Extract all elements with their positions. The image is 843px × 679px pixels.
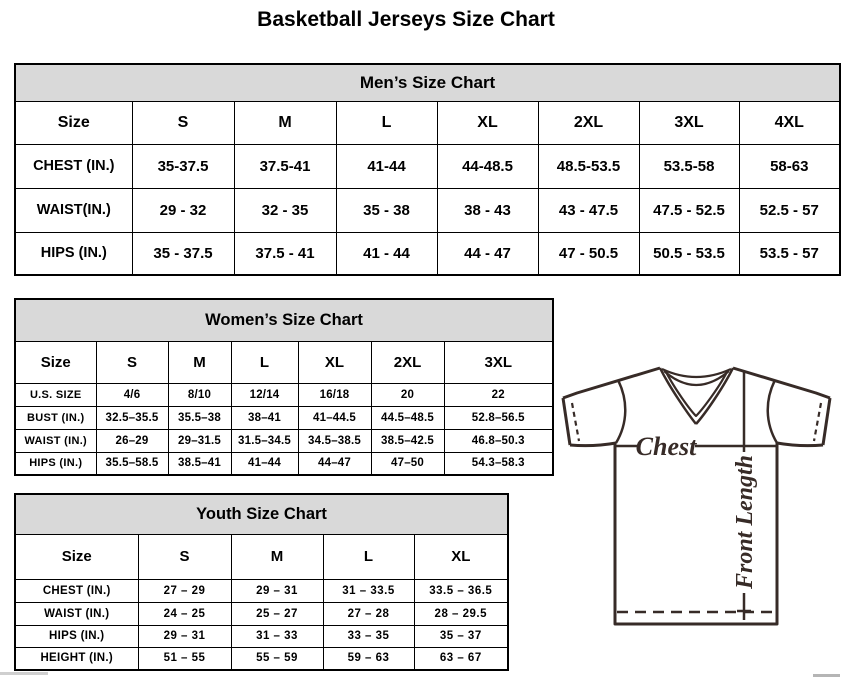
- mens-col-header: M: [234, 101, 336, 144]
- chest-label: Chest: [635, 432, 697, 461]
- mens-size-table: [14, 63, 841, 276]
- youth-cell: 27 – 28: [323, 602, 414, 625]
- womens-cell: 31.5–34.5: [231, 429, 298, 452]
- womens-cell: 29–31.5: [168, 429, 231, 452]
- table-row: [15, 647, 508, 670]
- womens-cell: 38–41: [231, 406, 298, 429]
- front-length-label: Front Length: [732, 454, 758, 590]
- youth-cell: 33 – 35: [323, 625, 414, 647]
- mens-col-header: 3XL: [639, 101, 739, 144]
- womens-cell: 35.5–38: [168, 406, 231, 429]
- womens-cell: 12/14: [231, 383, 298, 406]
- mens-col-header: 2XL: [538, 101, 639, 144]
- mens-cell: 53.5 - 57: [739, 232, 840, 275]
- womens-cell: 32.5–35.5: [96, 406, 168, 429]
- youth-cell: 59 – 63: [323, 647, 414, 670]
- youth-cell: 25 – 27: [231, 602, 323, 625]
- mens-cell: 43 - 47.5: [538, 188, 639, 232]
- jersey-armhole-seam: [616, 380, 625, 443]
- youth-cell: 33.5 – 36.5: [414, 579, 508, 602]
- womens-cell: 38.5–42.5: [371, 429, 444, 452]
- mens-col-header: S: [132, 101, 234, 144]
- youth-cell: 29 – 31: [231, 579, 323, 602]
- table-row: [15, 602, 508, 625]
- womens-col-header: 3XL: [444, 341, 553, 383]
- womens-cell: 46.8–50.3: [444, 429, 553, 452]
- jersey-collar: [662, 369, 731, 377]
- mens-cell: 38 - 43: [437, 188, 538, 232]
- youth-cell: 51 – 55: [138, 647, 231, 670]
- womens-cell: 47–50: [371, 452, 444, 475]
- womens-col-header: Size: [15, 341, 96, 383]
- mens-cell: 35-37.5: [132, 144, 234, 188]
- youth-cell: 31 – 33.5: [323, 579, 414, 602]
- youth-row-label: CHEST (IN.): [15, 579, 138, 602]
- jersey-armhole-seam: [768, 380, 777, 443]
- womens-cell: 41–44.5: [298, 406, 371, 429]
- mens-cell: 35 - 38: [336, 188, 437, 232]
- youth-cell: 28 – 29.5: [414, 602, 508, 625]
- womens-cell: 44–47: [298, 452, 371, 475]
- womens-cell: 44.5–48.5: [371, 406, 444, 429]
- mens-cell: 58-63: [739, 144, 840, 188]
- mens-col-header: XL: [437, 101, 538, 144]
- womens-cell: 8/10: [168, 383, 231, 406]
- table-row: [15, 625, 508, 647]
- mens-cell: 41-44: [336, 144, 437, 188]
- horizontal-scrollbar-fragment-left[interactable]: [0, 672, 48, 675]
- page-title: Basketball Jerseys Size Chart: [257, 8, 555, 31]
- womens-cell: 26–29: [96, 429, 168, 452]
- youth-cell: 31 – 33: [231, 625, 323, 647]
- mens-row-label: HIPS (IN.): [15, 232, 132, 275]
- womens-cell: 16/18: [298, 383, 371, 406]
- mens-row-label: WAIST(IN.): [15, 188, 132, 232]
- youth-chart-title: Youth Size Chart: [15, 494, 508, 534]
- mens-cell: 44 - 47: [437, 232, 538, 275]
- youth-cell: 24 – 25: [138, 602, 231, 625]
- jersey-outline: [777, 443, 823, 446]
- womens-cell: 20: [371, 383, 444, 406]
- jersey-outline: [563, 368, 660, 398]
- youth-cell: 27 – 29: [138, 579, 231, 602]
- womens-cell: 41–44: [231, 452, 298, 475]
- womens-cell: 34.5–38.5: [298, 429, 371, 452]
- table-row: [15, 188, 840, 232]
- youth-cell: 35 – 37: [414, 625, 508, 647]
- jersey-diagram: [553, 362, 835, 664]
- horizontal-scrollbar-fragment-right[interactable]: [813, 674, 840, 677]
- womens-cell: 54.3–58.3: [444, 452, 553, 475]
- mens-cell: 37.5 - 41: [234, 232, 336, 275]
- mens-cell: 47 - 50.5: [538, 232, 639, 275]
- womens-row-label: WAIST (IN.): [15, 429, 96, 452]
- mens-col-header: L: [336, 101, 437, 144]
- jersey-outline: [733, 368, 830, 398]
- table-row: [15, 232, 840, 275]
- table-row: [15, 579, 508, 602]
- mens-cell: 53.5-58: [639, 144, 739, 188]
- mens-row-label: CHEST (IN.): [15, 144, 132, 188]
- youth-col-header: L: [323, 534, 414, 579]
- womens-col-header: M: [168, 341, 231, 383]
- mens-cell: 52.5 - 57: [739, 188, 840, 232]
- youth-cell: 63 – 67: [414, 647, 508, 670]
- womens-col-header: 2XL: [371, 341, 444, 383]
- mens-cell: 32 - 35: [234, 188, 336, 232]
- cuff-stitch-dashed-line: [572, 403, 579, 441]
- womens-chart-title: Women’s Size Chart: [15, 299, 553, 341]
- mens-cell: 47.5 - 52.5: [639, 188, 739, 232]
- jersey-outline: [570, 443, 616, 446]
- table-row: [15, 383, 553, 406]
- jersey-outline: [563, 398, 570, 445]
- table-row: [15, 406, 553, 429]
- womens-cell: 4/6: [96, 383, 168, 406]
- mens-chart-title: Men’s Size Chart: [15, 64, 840, 101]
- womens-cell: 22: [444, 383, 553, 406]
- mens-cell: 37.5-41: [234, 144, 336, 188]
- womens-cell: 52.8–56.5: [444, 406, 553, 429]
- womens-row-label: U.S. SIZE: [15, 383, 96, 406]
- table-row: [15, 429, 553, 452]
- womens-cell: 35.5–58.5: [96, 452, 168, 475]
- womens-col-header: L: [231, 341, 298, 383]
- cuff-stitch-dashed-line: [814, 403, 821, 441]
- womens-cell: 38.5–41: [168, 452, 231, 475]
- mens-col-header: 4XL: [739, 101, 840, 144]
- womens-col-header: XL: [298, 341, 371, 383]
- youth-row-label: WAIST (IN.): [15, 602, 138, 625]
- jersey-outline: [823, 398, 830, 445]
- youth-col-header: XL: [414, 534, 508, 579]
- mens-cell: 50.5 - 53.5: [639, 232, 739, 275]
- table-row: [15, 144, 840, 188]
- youth-cell: 55 – 59: [231, 647, 323, 670]
- mens-cell: 48.5-53.5: [538, 144, 639, 188]
- mens-cell: 44-48.5: [437, 144, 538, 188]
- mens-cell: 29 - 32: [132, 188, 234, 232]
- womens-row-label: BUST (IN.): [15, 406, 96, 429]
- youth-row-label: HIPS (IN.): [15, 625, 138, 647]
- youth-cell: 29 – 31: [138, 625, 231, 647]
- youth-col-header: Size: [15, 534, 138, 579]
- womens-size-table: [14, 298, 554, 476]
- mens-cell: 41 - 44: [336, 232, 437, 275]
- table-row: [15, 452, 553, 475]
- youth-size-table: [14, 493, 509, 671]
- womens-row-label: HIPS (IN.): [15, 452, 96, 475]
- youth-col-header: S: [138, 534, 231, 579]
- mens-cell: 35 - 37.5: [132, 232, 234, 275]
- mens-col-header: Size: [15, 101, 132, 144]
- youth-col-header: M: [231, 534, 323, 579]
- youth-row-label: HEIGHT (IN.): [15, 647, 138, 670]
- womens-col-header: S: [96, 341, 168, 383]
